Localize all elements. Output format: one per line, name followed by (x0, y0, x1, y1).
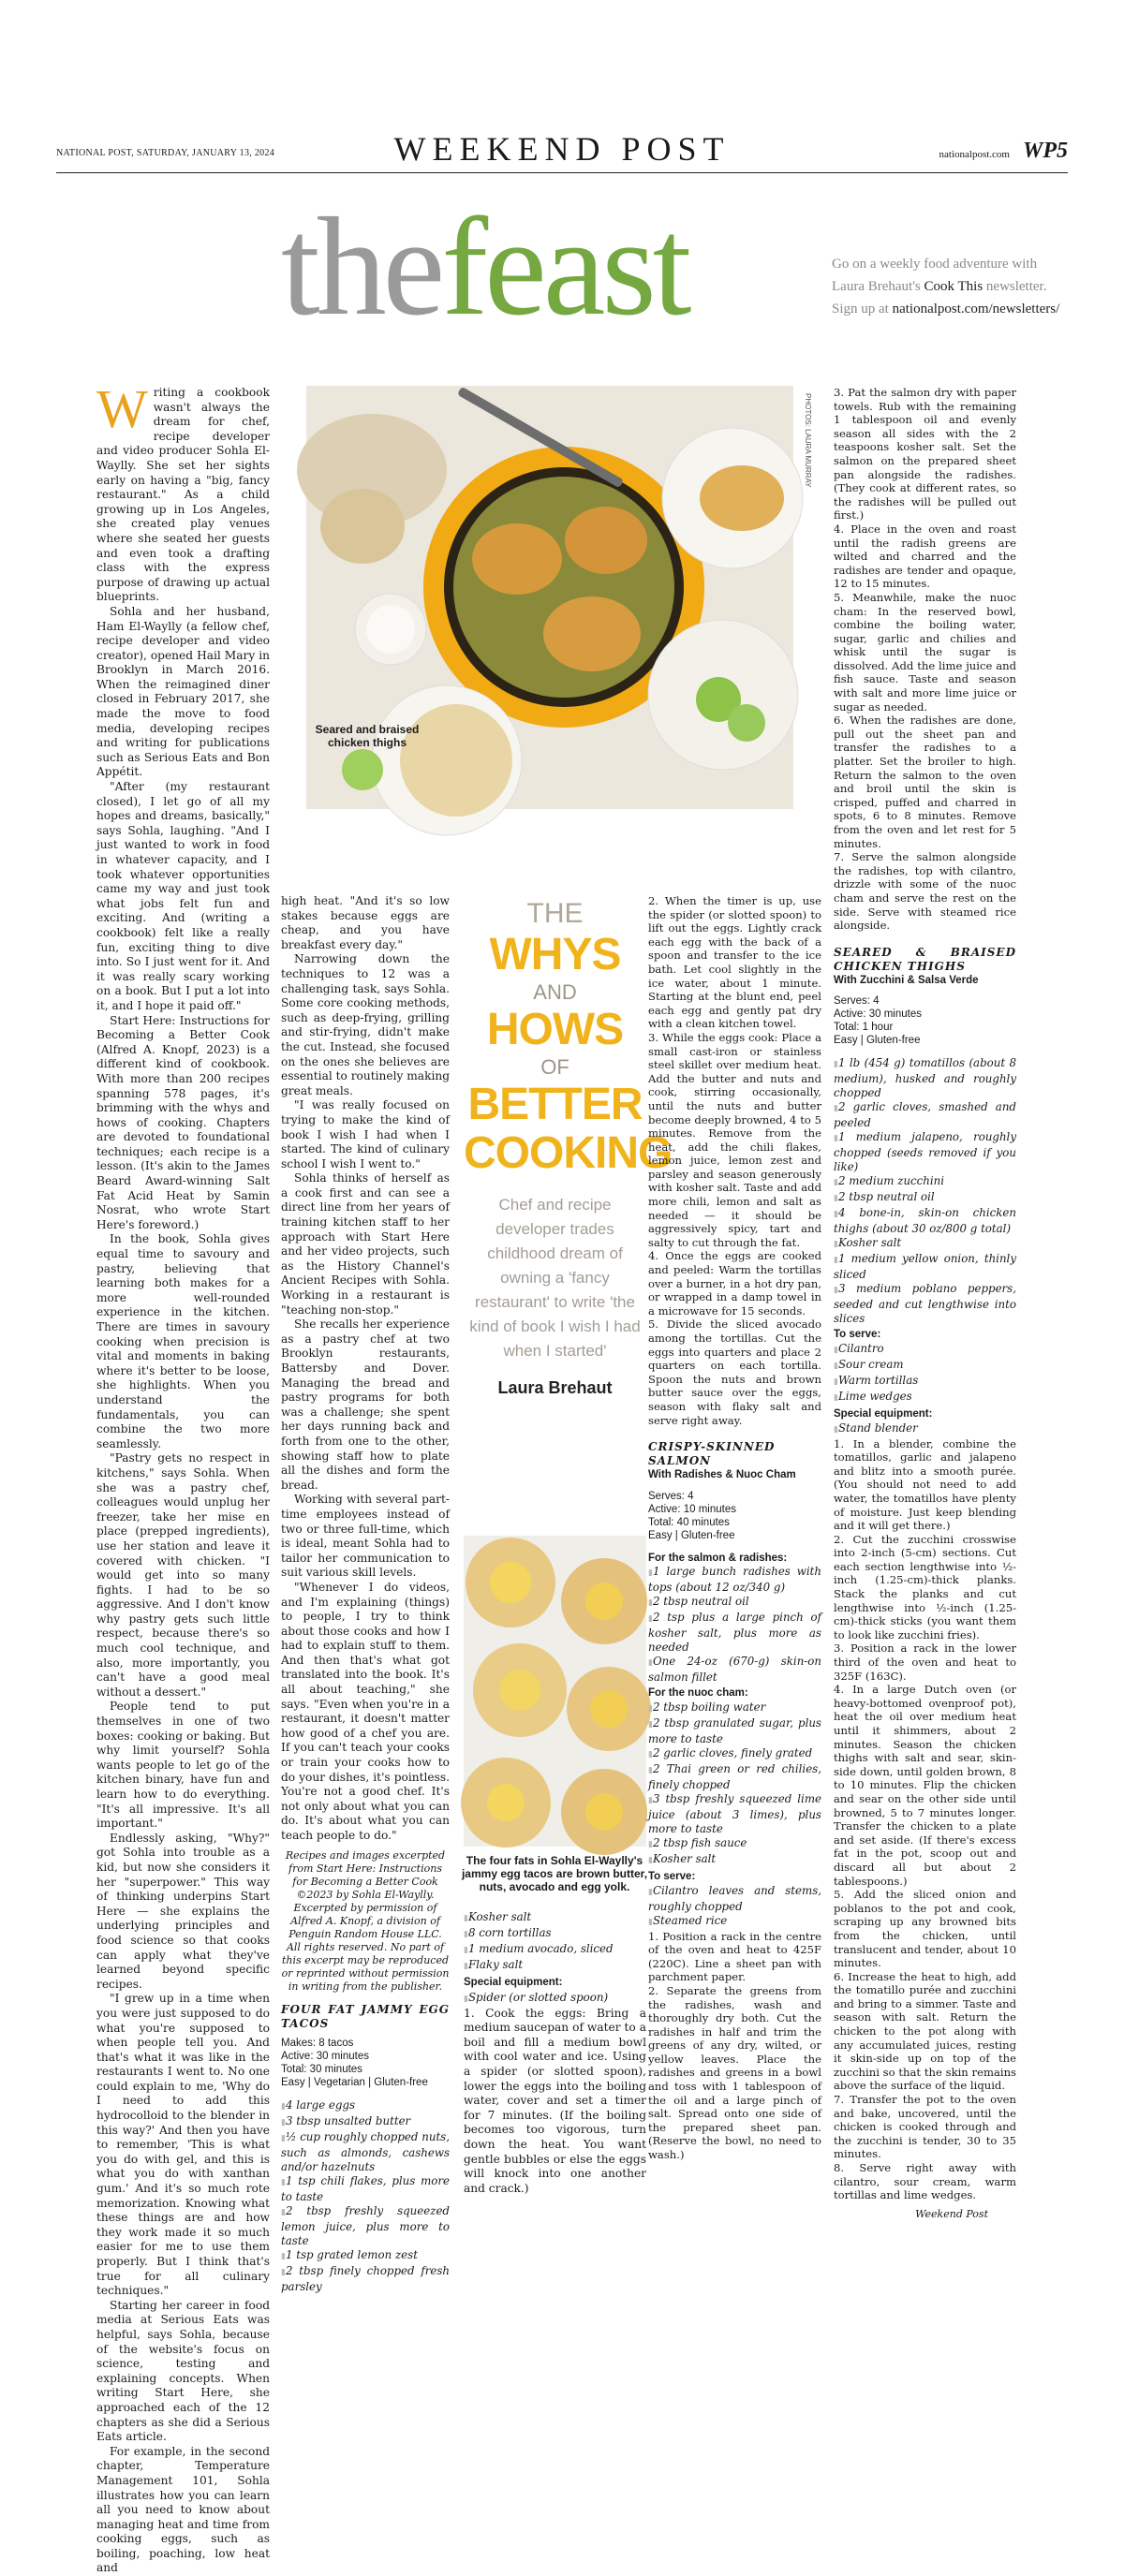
recipe-meta-chicken: Serves: 4 Active: 30 minutes Total: 1 hour Easy | Gluten-free (834, 995, 922, 1047)
headline-and: AND (533, 980, 577, 1004)
serve-item: ▮ Warm tortillas (834, 1374, 1016, 1390)
steps-chicken (834, 1437, 1016, 2202)
photo-credit (797, 391, 812, 513)
ingredient: ▮ 8 corn tortillas (464, 1926, 646, 1942)
photo-credit-vertical (797, 391, 812, 513)
ingredient: ▮ 1 large bunch radishes with tops (about 12 oz/340 g) (648, 1565, 821, 1595)
ingredient: ▮ 2 tbsp finely chopped fresh parsley (281, 2264, 450, 2294)
article-column-2 (281, 894, 450, 2294)
photo-caption-chicken: Seared and braised chicken thighs (315, 723, 420, 749)
lead-paragraph: Writing a cookbook wasn't always the dream for chef, recipe developer and video producer Sohla El-Waylly. She set her sights early on having a "big, fancy restaurant." As a child growing up in Los Angeles, she created play venues where she seated her guests and even took a drafting class with the express purpose of drawing up actual blueprints. (96, 378, 270, 604)
recipe-title-salmon: CRISPY-SKINNED SALMON (648, 1440, 776, 1468)
promo-newsletter-name: Cook This (924, 279, 984, 294)
steps-salmon (648, 1930, 821, 2162)
promo-text: Go on a weekly food adventure with Laura Brehaut's (832, 257, 1038, 294)
step: 2. Separate the greens from the radishes, wash and thoroughly dry both. Cut the radishes in half and trim the greens of any dry, wilted, or yellow leaves. Place the radishes and greens in a bowl and toss with 1 tablespoon of the oil and a large pinch of salt. Spread onto one side of the prepared sheet pan. (Reserve the bowl, no need to wash.) (648, 1983, 821, 2162)
ingredient: ▮ Kosher salt (464, 1910, 646, 1926)
feature-headline (464, 897, 673, 1398)
paragraph: Starting her career in food media at Serious Eats was helpful, says Sohla, because of the website's focus on science, testing and explaining concepts. When writing Start Here, she approached each of the 12 chapters as she did a Serious Eats article. (96, 2298, 270, 2444)
headline-dek: Chef and recipe developer trades childhood dream of owning a 'fancy restaurant' to write 'the kind of book I wish I had when I started' (469, 1196, 641, 1360)
site-url[interactable]: nationalpost.com (939, 149, 1010, 160)
step: 2. When the timer is up, use the spider (or slotted spoon) to lift out the eggs. Lightly crack each egg with the back of a spoon and transfer to the ice bath. Let cool slightly in the ice water, about 1 minute. Starting at the blunt end, peel each egg and gently pat dry with a clean kitchen towel. (648, 894, 821, 1031)
paragraph: For example, in the second chapter, Temperature Management 101, Sohla illustrates how you can learn all you need to know about managing heat and time from cooking eggs, such as boiling, poaching, low heat and (96, 2444, 270, 2575)
serve-label-salmon: To serve: (648, 1870, 696, 1882)
ingredient: ▮ Flaky salt (464, 1958, 646, 1974)
article-column-1 (96, 378, 270, 2576)
ingredient: ▮ 3 tbsp unsalted butter (281, 2114, 450, 2130)
equipment-list-chicken (834, 1421, 1016, 1437)
promo-link[interactable]: nationalpost.com/newsletters/ (892, 302, 1060, 316)
tacos-illustration (464, 1536, 646, 1847)
ingredient: ▮ 3 tbsp freshly squeezed lime juice (about 3 limes), plus more to taste (648, 1792, 821, 1836)
step: 1. Position a rack in the centre of the oven and heat to 425F (220C). Line a sheet pan with parchment paper. (648, 1929, 821, 1984)
step: 6. Increase the heat to high, add the tomatillo purée and zucchini and bring to a simmer. Taste and season with salt. Return the chicken to the pot along with any accumulated juices, resting it skin-side up on top of the zucchini so that the skin remains above the surface of the liquid. (834, 1969, 1016, 2093)
ingredient-list-tacos-2 (464, 1910, 646, 1974)
step: 4. Once the eggs are cooked and peeled: Warm the tortillas over a burner, in a hot dry pan, or wrapped in a damp towel in a microwave for 15 seconds. (648, 1249, 821, 1317)
tacos-photo (464, 1536, 646, 1847)
step: 2. Cut the zucchini crosswise into 2-inch (5-cm) sections. Cut each section lengthwise into ½-inch (1.25-cm)-thick planks. Stack the planks and cut lengthwise into ½-inch (1.25-cm)-thick sticks (you want them to look like zucchini fries). (834, 1532, 1016, 1641)
serve-list-salmon (648, 1884, 821, 1930)
recipe-subtitle-salmon: With Radishes & Nuoc Cham (648, 1469, 796, 1481)
ingredient: ▮ 2 tbsp freshly squeezed lemon juice, plus more to taste (281, 2204, 450, 2248)
paragraph: "After (my restaurant closed), I let go of all my hopes and dreams, basically," says Sohla, laughing. "And I just wanted to work in food in whatever capacity, and I took whatever opportunities came my way and just took what jobs felt fun and exciting. And (writing a cookbook) felt like a really fun, exciting thing to dive into. So I just went for it. And it was really scary working on a book. But I put a lot into it, and I hope it paid off." (96, 780, 270, 1012)
title-the: the (281, 189, 442, 345)
ingredient: ▮ 1 tsp grated lemon zest (281, 2248, 450, 2264)
paragraph: "I grew up in a time when you were just supposed to do what you're supposed to when people tell you. And that's what it was like in the restaurants I went to. No one could explain to me, 'Why do I need to add this hydrocolloid to the blender in this way?' And then you have to remember, 'This is what you do with gel, and this is what you do with xanthan gum.' And it's so much rote memorization. Knowing what these things are and how they work made it so much easier for me to use them properly. But I think that's true for all culinary techniques." (96, 1992, 270, 2298)
ingredient: ▮ Kosher salt (834, 1236, 1016, 1252)
for-salmon-label: For the salmon & radishes: (648, 1552, 788, 1564)
section-title: WEEKEND POST (393, 130, 731, 168)
headline-the: THE (526, 898, 584, 929)
masthead-rule (56, 172, 1068, 173)
photo-caption-tacos: The four fats in Sohla El-Waylly's jammy egg tacos are brown butter, nuts, avocado and egg yolk. (461, 1854, 648, 1893)
recipe-title-tacos: FOUR FAT JAMMY EGG TACOS (281, 2002, 450, 2030)
recipe-meta-tacos: Makes: 8 tacos Active: 30 minutes Total: 30 minutes Easy | Vegetarian | Gluten-free (281, 2037, 428, 2088)
equipment-label-chicken: Special equipment: (834, 1407, 933, 1420)
ingredient: ▮ 4 large eggs (281, 2098, 450, 2114)
step: 5. Add the sliced onion and poblanos to the pot and cook, scraping up any browned bits from the chicken, until translucent and tender, about 10 minutes. (834, 1888, 1016, 1970)
recipe-column-4 (648, 894, 821, 2162)
title-feast: feast (441, 189, 688, 345)
paragraph: Endlessly asking, "Why?" got Sohla into trouble as a kid, but now she considers it her "superpower." This way of thinking underpins Start Here — she explains the underlying principles and food science so that cooks can apply what they've learned beyond specific recipes. (96, 1831, 270, 1991)
step: 5. Meanwhile, make the nuoc cham: In the reserved bowl, combine the boiling water, sugar, garlic and chilies and whisk until the sugar is dissolved. Add the lime juice and fish sauce. Taste and season with salt and more lime juice or sugar as needed. (834, 590, 1016, 714)
serve-label-chicken: To serve: (834, 1329, 881, 1341)
paragraph: Start Here: Instructions for Becoming a Better Cook (Alfred A. Knopf, 2023) is a different kind of cookbook. With more than 200 recipes spanning 578 pages, it's brimming with the whys and hows of cooking. Chapters are devoted to foundational techniques; each recipe is a lesson. (It's akin to the James Beard Award-winning Salt Fat Acid Heat by Samin Nosrat, who wrote Start Here's foreword.) (96, 1013, 270, 1231)
paragraph: Narrowing down the techniques to 12 was a challenging task, says Sohla. Some core cooking methods, such as deep-frying, grilling and stir-frying, didn't make the cut. Instead, she focused on the ones she believes are essential to routinely making great meals. (281, 952, 451, 1097)
ingredient: ▮ 1 tsp chili flakes, plus more to taste (281, 2174, 450, 2204)
serve-list-chicken (834, 1342, 1016, 1406)
ingredient: ▮ 2 tbsp boiling water (648, 1700, 821, 1716)
step: 1. In a blender, combine the tomatillos, garlic and jalapeno and blitz into a smooth purée. (You should not need to add water, the tomatillos have plenty of moisture. Just keep blending and it will get there.) (834, 1436, 1016, 1533)
ingredient: ▮ 1 medium avocado, sliced (464, 1942, 646, 1958)
headline-whys: WHYS (489, 930, 621, 979)
photo-credit-text: PHOTOS: LAURA MURRAY (804, 393, 812, 488)
step: 8. Serve right away with cilantro, sour cream, warm tortillas and lime wedges. (834, 2161, 1016, 2202)
step: 1. Cook the eggs: Bring a medium saucepan of water to a boil and fill a medium bowl with cool water and ice. Using a spider (or slotted spoon), lower the eggs into the boiling water, cover and set a timer for 7 minutes. (If the boiling becomes too vigorous, turn down the heat. You want gentle bubbles or else the eggs will knock into one another and crack.) (464, 2006, 646, 2195)
page-number: WP5 (1023, 139, 1068, 163)
equipment-label: Special equipment: (464, 1977, 563, 1988)
paragraph: "Whenever I do videos, and I'm explaining (things) to people, I try to think about those cooks and how I had to explain stuff to them. And then that's what got translated into the book. It's all about teaching," she says. "Even when you're in a restaurant, it doesn't matter how good of a chef you are. If you can't teach your cooks or train your cooks how to do your dishes, it's pointless. You're not a good chef. It's not only about what you can do. It's about what you can teach people to do." (281, 1580, 450, 1842)
byline: Laura Brehaut (497, 1378, 613, 1397)
serve-item: ▮ Steamed rice (648, 1914, 821, 1930)
ingredient: ▮ 2 tsp plus a large pinch of kosher salt, plus more as needed (648, 1611, 821, 1655)
equipment-item: ▮ Spider (or slotted spoon) (464, 1991, 646, 2007)
step: 6. When the radishes are done, pull out the sheet pan and transfer the radishes to a platter. Set the broiler to high. Return the salmon to the oven and broil until the skin is crisped, puffed and charred in spots, 6 to 8 minutes. Remove from the oven and let rest for 5 minutes. (834, 714, 1016, 850)
headline-cooking: COOKING (464, 1128, 673, 1178)
serve-item: ▮ Sour cream (834, 1358, 1016, 1374)
recipe-tacos-continued (464, 1910, 646, 2196)
ingredient: ▮ 2 tbsp neutral oil (648, 1595, 821, 1611)
paragraph: Working with several part-time employees instead of two or three full-time, which is ideal, meant Sohla had to tailor her communication to suit various skill levels. (281, 1493, 450, 1580)
ingredient: ▮ 2 tbsp neutral oil (834, 1190, 1016, 1206)
ingredient: ▮ 2 garlic cloves, finely grated (648, 1746, 821, 1762)
equipment-item: ▮ Stand blender (834, 1421, 1016, 1437)
ingredient: ▮ 2 tbsp fish sauce (648, 1836, 821, 1852)
for-nuoc-label: For the nuoc cham: (648, 1687, 748, 1700)
steps-tacos (464, 2007, 646, 2197)
steps-salmon-continued (834, 386, 1016, 933)
newsletter-promo (832, 253, 1068, 320)
drop-cap: W (96, 378, 148, 439)
promo-text-2: newsletter. Sign up at (832, 279, 1047, 316)
feature-title (281, 189, 688, 345)
step: 4. Place in the oven and roast until the radish greens are wilted and charred and the radishes are tender and opaque, 12 to 15 minutes. (834, 522, 1016, 591)
ingredient: ▮ ½ cup roughly chopped nuts, such as almonds, cashews and/or hazelnuts (281, 2130, 450, 2174)
recipe-title-chicken: SEARED & BRAISED CHICKEN THIGHS (834, 945, 1016, 973)
recipe-column-5 (834, 386, 1016, 2221)
headline-of: OF (540, 1055, 569, 1079)
step: 4. In a large Dutch oven (or heavy-bottomed ovenproof pot), heat the oil over medium heat until it shimmers, about 2 minutes. Season the chicken thighs with salt and sear, skin-side down, until golden brown, 8 to 10 minutes. Flip the chicken and sear on the other side until browned, 5 to 7 minutes longer. Transfer the chicken to a plate and set aside. (If there's excess fat in the pot, scoop out and discard all but about 2 tablespoons.) (834, 1683, 1016, 1888)
recipe-salmon (648, 1440, 821, 2161)
recipe-chicken (834, 946, 1016, 2222)
recipe-tacos (281, 2003, 450, 2294)
ingredient: ▮ 2 garlic cloves, smashed and peeled (834, 1100, 1016, 1130)
step: 7. Serve the salmon alongside the radishes, top with cilantro, drizzle with some of the nuoc cham and serve the rest on the side. Serve with steamed rice alongside. (834, 850, 1016, 933)
step: 3. Pat the salmon dry with paper towels. Rub with the remaining 1 tablespoon oil and evenly season all sides with the 2 teaspoons kosher salt. Set the salmon on the prepared sheet pan alongside the radishes. (They cook at different rates, so the radishes will be pulled out first.) (834, 386, 1016, 523)
headline-better: BETTER (467, 1080, 643, 1129)
paragraph: In the book, Sohla gives equal time to savoury and pastry, believing that learning both makes for a more well-rounded experience in the kitchen. There are times in savoury cooking when precision is vital and moments in baking where it's better to be loose, she highlights. When you understand the fundamentals, you can combine the two more seamlessly. (96, 1232, 270, 1450)
excerpt-note: Recipes and images excerpted from Start Here: Instructions for Becoming a Better Cook ©2023 by Sohla El-Waylly. Excerpted by permission of Alfred A. Knopf, a division of Penguin Random House LLC. All rights reserved. No part of this excerpt may be reproduced or reprinted without permission in writing from the publisher. (281, 1848, 450, 1993)
paragraph: "I was really focused on trying to make the kind of book I wish I had when I started. The kind of culinary school I wish I went to." (281, 1098, 450, 1170)
ingredient: ▮ One 24-oz (670-g) skin-on salmon fillet (648, 1655, 821, 1685)
equipment-list-tacos (464, 1991, 646, 2007)
serve-item: ▮ Lime wedges (834, 1390, 1016, 1406)
step: 7. Transfer the pot to the oven and bake, uncovered, until the chicken is cooked through and the zucchini is tender, 30 to 35 minutes. (834, 2093, 1016, 2161)
ingredient-list-chicken (834, 1056, 1016, 1326)
masthead-date: NATIONAL POST, SATURDAY, JANUARY 13, 2024 (56, 148, 275, 158)
ingredient: ▮ 1 medium jalapeno, roughly chopped (seeds removed if you like) (834, 1130, 1016, 1174)
paragraph: People tend to put themselves in one of two boxes: cooking or baking. But why limit yourself? Sohla wants people to let go of the kitchen binary, have fun and learn how to do everything. "It's all impressive. It's all important." (96, 1700, 270, 1831)
paragraph: She recalls her experience as a pastry chef at two Brooklyn restaurants, Battersby and Dover. Managing the bread and pastry programs for both was a challenge; she spent her days running back and forth from one to the other, showing staff how to plate all the dishes and form the bread. (281, 1317, 450, 1492)
recipe-meta-salmon: Serves: 4 Active: 10 minutes Total: 40 minutes Easy | Gluten-free (648, 1490, 736, 1541)
paragraph: Sohla thinks of herself as a cook first and can see a direct line from her years of training kitchen staff to her approach with Start Here and her video projects, such as the History Channel's Ancient Recipes with Sohla. Working in a restaurant is "teaching non-stop." (281, 1171, 450, 1317)
step: 3. While the eggs cook: Place a small cast-iron or stainless steel skillet over medium heat. Add the butter and nuts and cook, stirring occasionally, until the nuts and butter become deeply browned, 4 to 5 minutes. Remove from the heat, add the chili flakes, lemon juice, lemon zest and parsley and season generously with kosher salt. Taste and add more chili, lemon and salt as needed — it should be aggressively spicy, tart and salty to cut through the fat. (648, 1030, 821, 1249)
paragraph: high heat. "And it's so low stakes because eggs are cheap, and you have breakfast every day." (281, 894, 450, 951)
ingredient-list-nuoc (648, 1700, 821, 1868)
recipe-subtitle-chicken: With Zucchini & Salsa Verde (834, 974, 979, 986)
signoff: Weekend Post (915, 2207, 988, 2220)
ingredient: ▮ 1 lb (454 g) tomatillos (about 8 medium), husked and roughly chopped (834, 1056, 1016, 1100)
ingredient: ▮ 3 medium poblano peppers, seeded and cut lengthwise into slices (834, 1282, 1016, 1326)
serve-item: ▮ Cilantro leaves and stems, roughly chopped (648, 1884, 821, 1914)
ingredient: ▮ 2 medium zucchini (834, 1174, 1016, 1190)
paragraph: Sohla and her husband, Ham El-Waylly (a fellow chef, recipe developer and video creator), opened Hail Mary in Brooklyn in March 2016. When the reimagined diner closed in February 2017, she made the move to food media, developing recipes and writing for publications such as Serious Eats and Bon Appétit. (96, 604, 270, 779)
ingredient: ▮ 2 Thai green or red chilies, finely chopped (648, 1762, 821, 1792)
masthead (56, 129, 1068, 167)
step: 5. Divide the sliced avocado among the tortillas. Cut the eggs into quarters and place 2 quarters on each tortilla. Spoon the nuts and brown butter sauce over the eggs, season with flaky salt and serve right away. (648, 1317, 821, 1427)
ingredient: ▮ 2 tbsp granulated sugar, plus more to taste (648, 1716, 821, 1746)
step: 3. Position a rack in the lower third of the oven and heat to 325F (163C). (834, 1641, 1016, 1683)
ingredient-list-tacos (281, 2098, 450, 2294)
ingredient: ▮ 4 bone-in, skin-on chicken thighs (about 30 oz/800 g total) (834, 1206, 1016, 1236)
ingredient: ▮ 1 medium yellow onion, thinly sliced (834, 1252, 1016, 1282)
ingredient-list-salmon (648, 1565, 821, 1685)
steps-tacos-continued (648, 894, 821, 1427)
paragraph: "Pastry gets no respect in kitchens," says Sohla. When she was a pastry chef, colleagues would unplug her freezer, take her mise en place (prepped ingredients), use her station and leave it covered with chicken. "I would get into so many fights. I had to be so aggressive. And I don't know why pastry gets such little respect, because there's so much cool technique, and also, more importantly, you can't have a good meal without a dessert." (96, 1451, 270, 1699)
masthead-right (939, 139, 1068, 164)
serve-item: ▮ Cilantro (834, 1342, 1016, 1358)
ingredient: ▮ Kosher salt (648, 1852, 821, 1868)
headline-hows: HOWS (486, 1005, 624, 1054)
